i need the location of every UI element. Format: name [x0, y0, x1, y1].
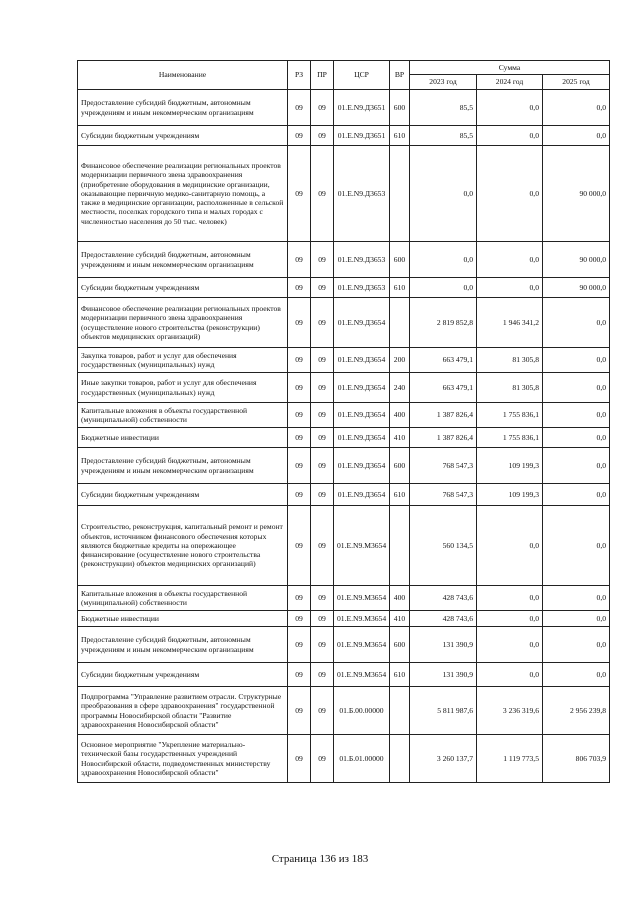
cell-y2024: 3 236 319,6 — [477, 687, 543, 735]
table-row — [78, 126, 610, 146]
cell-y2023: 663 479,1 — [410, 348, 477, 373]
cell-y2023: 428 743,6 — [410, 611, 477, 627]
cell-y2025: 0,0 — [543, 90, 610, 126]
cell-vr: 410 — [390, 428, 410, 448]
cell-csr: 01.Б.01.00000 — [334, 735, 390, 783]
cell-y2023: 5 811 987,6 — [410, 687, 477, 735]
cell-name: Бюджетные инвестиции — [78, 611, 288, 627]
cell-y2023: 85,5 — [410, 90, 477, 126]
header-pr: ПР — [311, 61, 334, 90]
cell-y2024: 0,0 — [477, 126, 543, 146]
cell-pr: 09 — [311, 506, 334, 586]
cell-y2024: 0,0 — [477, 146, 543, 242]
cell-pr: 09 — [311, 448, 334, 484]
cell-y2024: 1 946 341,2 — [477, 298, 543, 348]
cell-vr — [390, 506, 410, 586]
cell-vr: 240 — [390, 373, 410, 403]
cell-y2025: 0,0 — [543, 627, 610, 663]
table-row — [78, 484, 610, 506]
header-vr: ВР — [390, 61, 410, 90]
cell-name: Предоставление субсидий бюджетным, автономным учреждениям и иным некоммерческим организациям — [78, 627, 288, 663]
cell-pr: 09 — [311, 428, 334, 448]
cell-name: Субсидии бюджетным учреждениям — [78, 663, 288, 687]
cell-name: Финансовое обеспечение реализации региональных проектов модернизации первичного звена здравоохранения (приобретение оборудования в медицинские организации, оказывающие первичную медико-санитарную помощь, а также в медицинские организации, расположенные в сельской местности, поселках городского типа и малых городах с численностью населения до 50 тыс. человек) — [78, 146, 288, 242]
cell-pr: 09 — [311, 735, 334, 783]
cell-csr: 01.Е.N9.Д3653 — [334, 146, 390, 242]
cell-y2025: 90 000,0 — [543, 242, 610, 278]
cell-rz: 09 — [288, 403, 311, 428]
cell-name: Субсидии бюджетным учреждениям — [78, 278, 288, 298]
cell-pr: 09 — [311, 586, 334, 611]
cell-pr: 09 — [311, 298, 334, 348]
budget-table — [77, 60, 610, 783]
cell-y2024: 1 755 836,1 — [477, 428, 543, 448]
cell-y2024: 81 305,8 — [477, 348, 543, 373]
cell-csr: 01.Е.N9.Д3654 — [334, 348, 390, 373]
cell-vr: 600 — [390, 448, 410, 484]
cell-csr: 01.Е.N9.М3654 — [334, 586, 390, 611]
cell-y2023: 85,5 — [410, 126, 477, 146]
cell-name: Основное мероприятие "Укрепление материально-технической базы государственных учреждений Новосибирской области, подведомственных министерству здравоохранения Новосибирской области" — [78, 735, 288, 783]
cell-y2024: 0,0 — [477, 242, 543, 278]
cell-rz: 09 — [288, 735, 311, 783]
cell-rz: 09 — [288, 373, 311, 403]
cell-csr: 01.Е.N9.Д3654 — [334, 403, 390, 428]
cell-y2024: 0,0 — [477, 663, 543, 687]
cell-y2025: 0,0 — [543, 586, 610, 611]
table-row — [78, 687, 610, 735]
cell-rz: 09 — [288, 126, 311, 146]
cell-y2023: 0,0 — [410, 242, 477, 278]
cell-y2024: 1 755 836,1 — [477, 403, 543, 428]
cell-name: Финансовое обеспечение реализации региональных проектов модернизации первичного звена здравоохранения (осуществление нового строительства (реконструкции) объектов медицинских организаций) — [78, 298, 288, 348]
cell-pr: 09 — [311, 348, 334, 373]
cell-rz: 09 — [288, 298, 311, 348]
cell-csr: 01.Е.N9.Д3653 — [334, 242, 390, 278]
cell-y2025: 0,0 — [543, 484, 610, 506]
cell-y2025: 806 703,9 — [543, 735, 610, 783]
cell-name: Субсидии бюджетным учреждениям — [78, 484, 288, 506]
cell-vr: 610 — [390, 663, 410, 687]
table-body — [78, 90, 610, 783]
cell-vr — [390, 687, 410, 735]
cell-y2024: 0,0 — [477, 586, 543, 611]
cell-name: Закупка товаров, работ и услуг для обеспечения государственных (муниципальных) нужд — [78, 348, 288, 373]
table-row — [78, 242, 610, 278]
header-name: Наименование — [78, 61, 288, 90]
cell-vr: 400 — [390, 403, 410, 428]
cell-vr: 610 — [390, 278, 410, 298]
table-row — [78, 373, 610, 403]
cell-y2024: 109 199,3 — [477, 484, 543, 506]
cell-y2025: 0,0 — [543, 611, 610, 627]
cell-vr: 410 — [390, 611, 410, 627]
cell-y2024: 109 199,3 — [477, 448, 543, 484]
cell-pr: 09 — [311, 373, 334, 403]
table-row — [78, 663, 610, 687]
cell-csr: 01.Е.N9.Д3654 — [334, 428, 390, 448]
cell-name: Подпрограмма "Управление развитием отрасли. Структурные преобразования в сфере здравоохранения" государственной программы Новосибирской области "Развитие здравоохранения Новосибирской области" — [78, 687, 288, 735]
cell-name: Капитальные вложения в объекты государственной (муниципальной) собственности — [78, 586, 288, 611]
cell-y2023: 131 390,9 — [410, 627, 477, 663]
cell-csr: 01.Е.N9.М3654 — [334, 506, 390, 586]
table-header — [78, 61, 610, 90]
header-year-2023: 2023 год — [410, 75, 477, 90]
cell-vr — [390, 735, 410, 783]
cell-y2023: 3 260 137,7 — [410, 735, 477, 783]
cell-y2025: 90 000,0 — [543, 146, 610, 242]
cell-y2025: 90 000,0 — [543, 278, 610, 298]
cell-rz: 09 — [288, 428, 311, 448]
table-row — [78, 448, 610, 484]
cell-name: Бюджетные инвестиции — [78, 428, 288, 448]
cell-rz: 09 — [288, 348, 311, 373]
cell-pr: 09 — [311, 687, 334, 735]
cell-y2025: 0,0 — [543, 348, 610, 373]
cell-pr: 09 — [311, 627, 334, 663]
cell-pr: 09 — [311, 403, 334, 428]
header-csr: ЦСР — [334, 61, 390, 90]
cell-y2025: 0,0 — [543, 448, 610, 484]
cell-name: Предоставление субсидий бюджетным, автономным учреждениям и иным некоммерческим организациям — [78, 448, 288, 484]
table-row — [78, 348, 610, 373]
cell-y2024: 0,0 — [477, 506, 543, 586]
cell-y2025: 0,0 — [543, 373, 610, 403]
table-row — [78, 506, 610, 586]
cell-y2023: 663 479,1 — [410, 373, 477, 403]
cell-name: Иные закупки товаров, работ и услуг для обеспечения государственных (муниципальных) нужд — [78, 373, 288, 403]
header-rz: РЗ — [288, 61, 311, 90]
cell-y2024: 0,0 — [477, 627, 543, 663]
cell-y2023: 768 547,3 — [410, 448, 477, 484]
cell-rz: 09 — [288, 611, 311, 627]
cell-name: Субсидии бюджетным учреждениям — [78, 126, 288, 146]
cell-y2023: 768 547,3 — [410, 484, 477, 506]
cell-rz: 09 — [288, 506, 311, 586]
header-year-2025: 2025 год — [543, 75, 610, 90]
cell-csr: 01.Е.N9.Д3651 — [334, 126, 390, 146]
table-row — [78, 298, 610, 348]
cell-vr: 400 — [390, 586, 410, 611]
cell-csr: 01.Е.N9.Д3654 — [334, 448, 390, 484]
cell-y2023: 2 819 852,8 — [410, 298, 477, 348]
cell-name: Предоставление субсидий бюджетным, автономным учреждениям и иным некоммерческим организациям — [78, 242, 288, 278]
table-row — [78, 278, 610, 298]
cell-y2025: 0,0 — [543, 663, 610, 687]
cell-y2023: 0,0 — [410, 278, 477, 298]
cell-vr: 600 — [390, 242, 410, 278]
cell-csr: 01.Е.N9.Д3651 — [334, 90, 390, 126]
cell-name: Предоставление субсидий бюджетным, автономным учреждениям и иным некоммерческим организациям — [78, 90, 288, 126]
cell-rz: 09 — [288, 687, 311, 735]
cell-rz: 09 — [288, 90, 311, 126]
cell-pr: 09 — [311, 242, 334, 278]
table-row — [78, 586, 610, 611]
cell-y2024: 1 119 773,5 — [477, 735, 543, 783]
cell-pr: 09 — [311, 278, 334, 298]
cell-rz: 09 — [288, 586, 311, 611]
cell-y2023: 428 743,6 — [410, 586, 477, 611]
cell-csr: 01.Е.N9.М3654 — [334, 627, 390, 663]
cell-y2024: 81 305,8 — [477, 373, 543, 403]
cell-vr: 200 — [390, 348, 410, 373]
cell-pr: 09 — [311, 90, 334, 126]
table-row — [78, 611, 610, 627]
cell-csr: 01.Е.N9.Д3654 — [334, 298, 390, 348]
cell-pr: 09 — [311, 611, 334, 627]
cell-csr: 01.Е.N9.Д3654 — [334, 373, 390, 403]
cell-pr: 09 — [311, 484, 334, 506]
cell-y2024: 0,0 — [477, 611, 543, 627]
cell-y2023: 1 387 826,4 — [410, 403, 477, 428]
table-row — [78, 403, 610, 428]
cell-rz: 09 — [288, 146, 311, 242]
cell-csr: 01.Е.N9.Д3654 — [334, 484, 390, 506]
cell-rz: 09 — [288, 484, 311, 506]
cell-vr — [390, 298, 410, 348]
header-year-2024: 2024 год — [477, 75, 543, 90]
cell-pr: 09 — [311, 663, 334, 687]
cell-y2025: 2 956 239,8 — [543, 687, 610, 735]
cell-pr: 09 — [311, 126, 334, 146]
cell-csr: 01.Е.N9.М3654 — [334, 611, 390, 627]
cell-vr: 600 — [390, 90, 410, 126]
table-row — [78, 735, 610, 783]
table-row — [78, 146, 610, 242]
cell-y2025: 0,0 — [543, 403, 610, 428]
cell-pr: 09 — [311, 146, 334, 242]
cell-csr: 01.Б.00.00000 — [334, 687, 390, 735]
header-sum: Сумма — [410, 61, 610, 75]
cell-rz: 09 — [288, 242, 311, 278]
cell-name: Капитальные вложения в объекты государственной (муниципальной) собственности — [78, 403, 288, 428]
cell-y2025: 0,0 — [543, 506, 610, 586]
cell-rz: 09 — [288, 663, 311, 687]
cell-rz: 09 — [288, 448, 311, 484]
cell-y2024: 0,0 — [477, 90, 543, 126]
cell-csr: 01.Е.N9.М3654 — [334, 663, 390, 687]
table-row — [78, 90, 610, 126]
cell-y2025: 0,0 — [543, 126, 610, 146]
cell-rz: 09 — [288, 278, 311, 298]
cell-y2025: 0,0 — [543, 428, 610, 448]
cell-name: Строительство, реконструкция, капитальный ремонт и ремонт объектов, источником финансового обеспечения которых являются бюджетные кредиты на опережающее финансирование (осуществление нового строительства (реконструкции) объектов медицинских организаций) — [78, 506, 288, 586]
cell-vr — [390, 146, 410, 242]
cell-csr: 01.Е.N9.Д3653 — [334, 278, 390, 298]
cell-vr: 610 — [390, 126, 410, 146]
cell-y2023: 1 387 826,4 — [410, 428, 477, 448]
cell-y2023: 560 134,5 — [410, 506, 477, 586]
cell-rz: 09 — [288, 627, 311, 663]
cell-y2023: 131 390,9 — [410, 663, 477, 687]
cell-y2025: 0,0 — [543, 298, 610, 348]
table-row — [78, 428, 610, 448]
page-number: Страница 136 из 183 — [271, 853, 369, 865]
cell-vr: 610 — [390, 484, 410, 506]
cell-y2023: 0,0 — [410, 146, 477, 242]
cell-y2024: 0,0 — [477, 278, 543, 298]
cell-vr: 600 — [390, 627, 410, 663]
table-row — [78, 627, 610, 663]
